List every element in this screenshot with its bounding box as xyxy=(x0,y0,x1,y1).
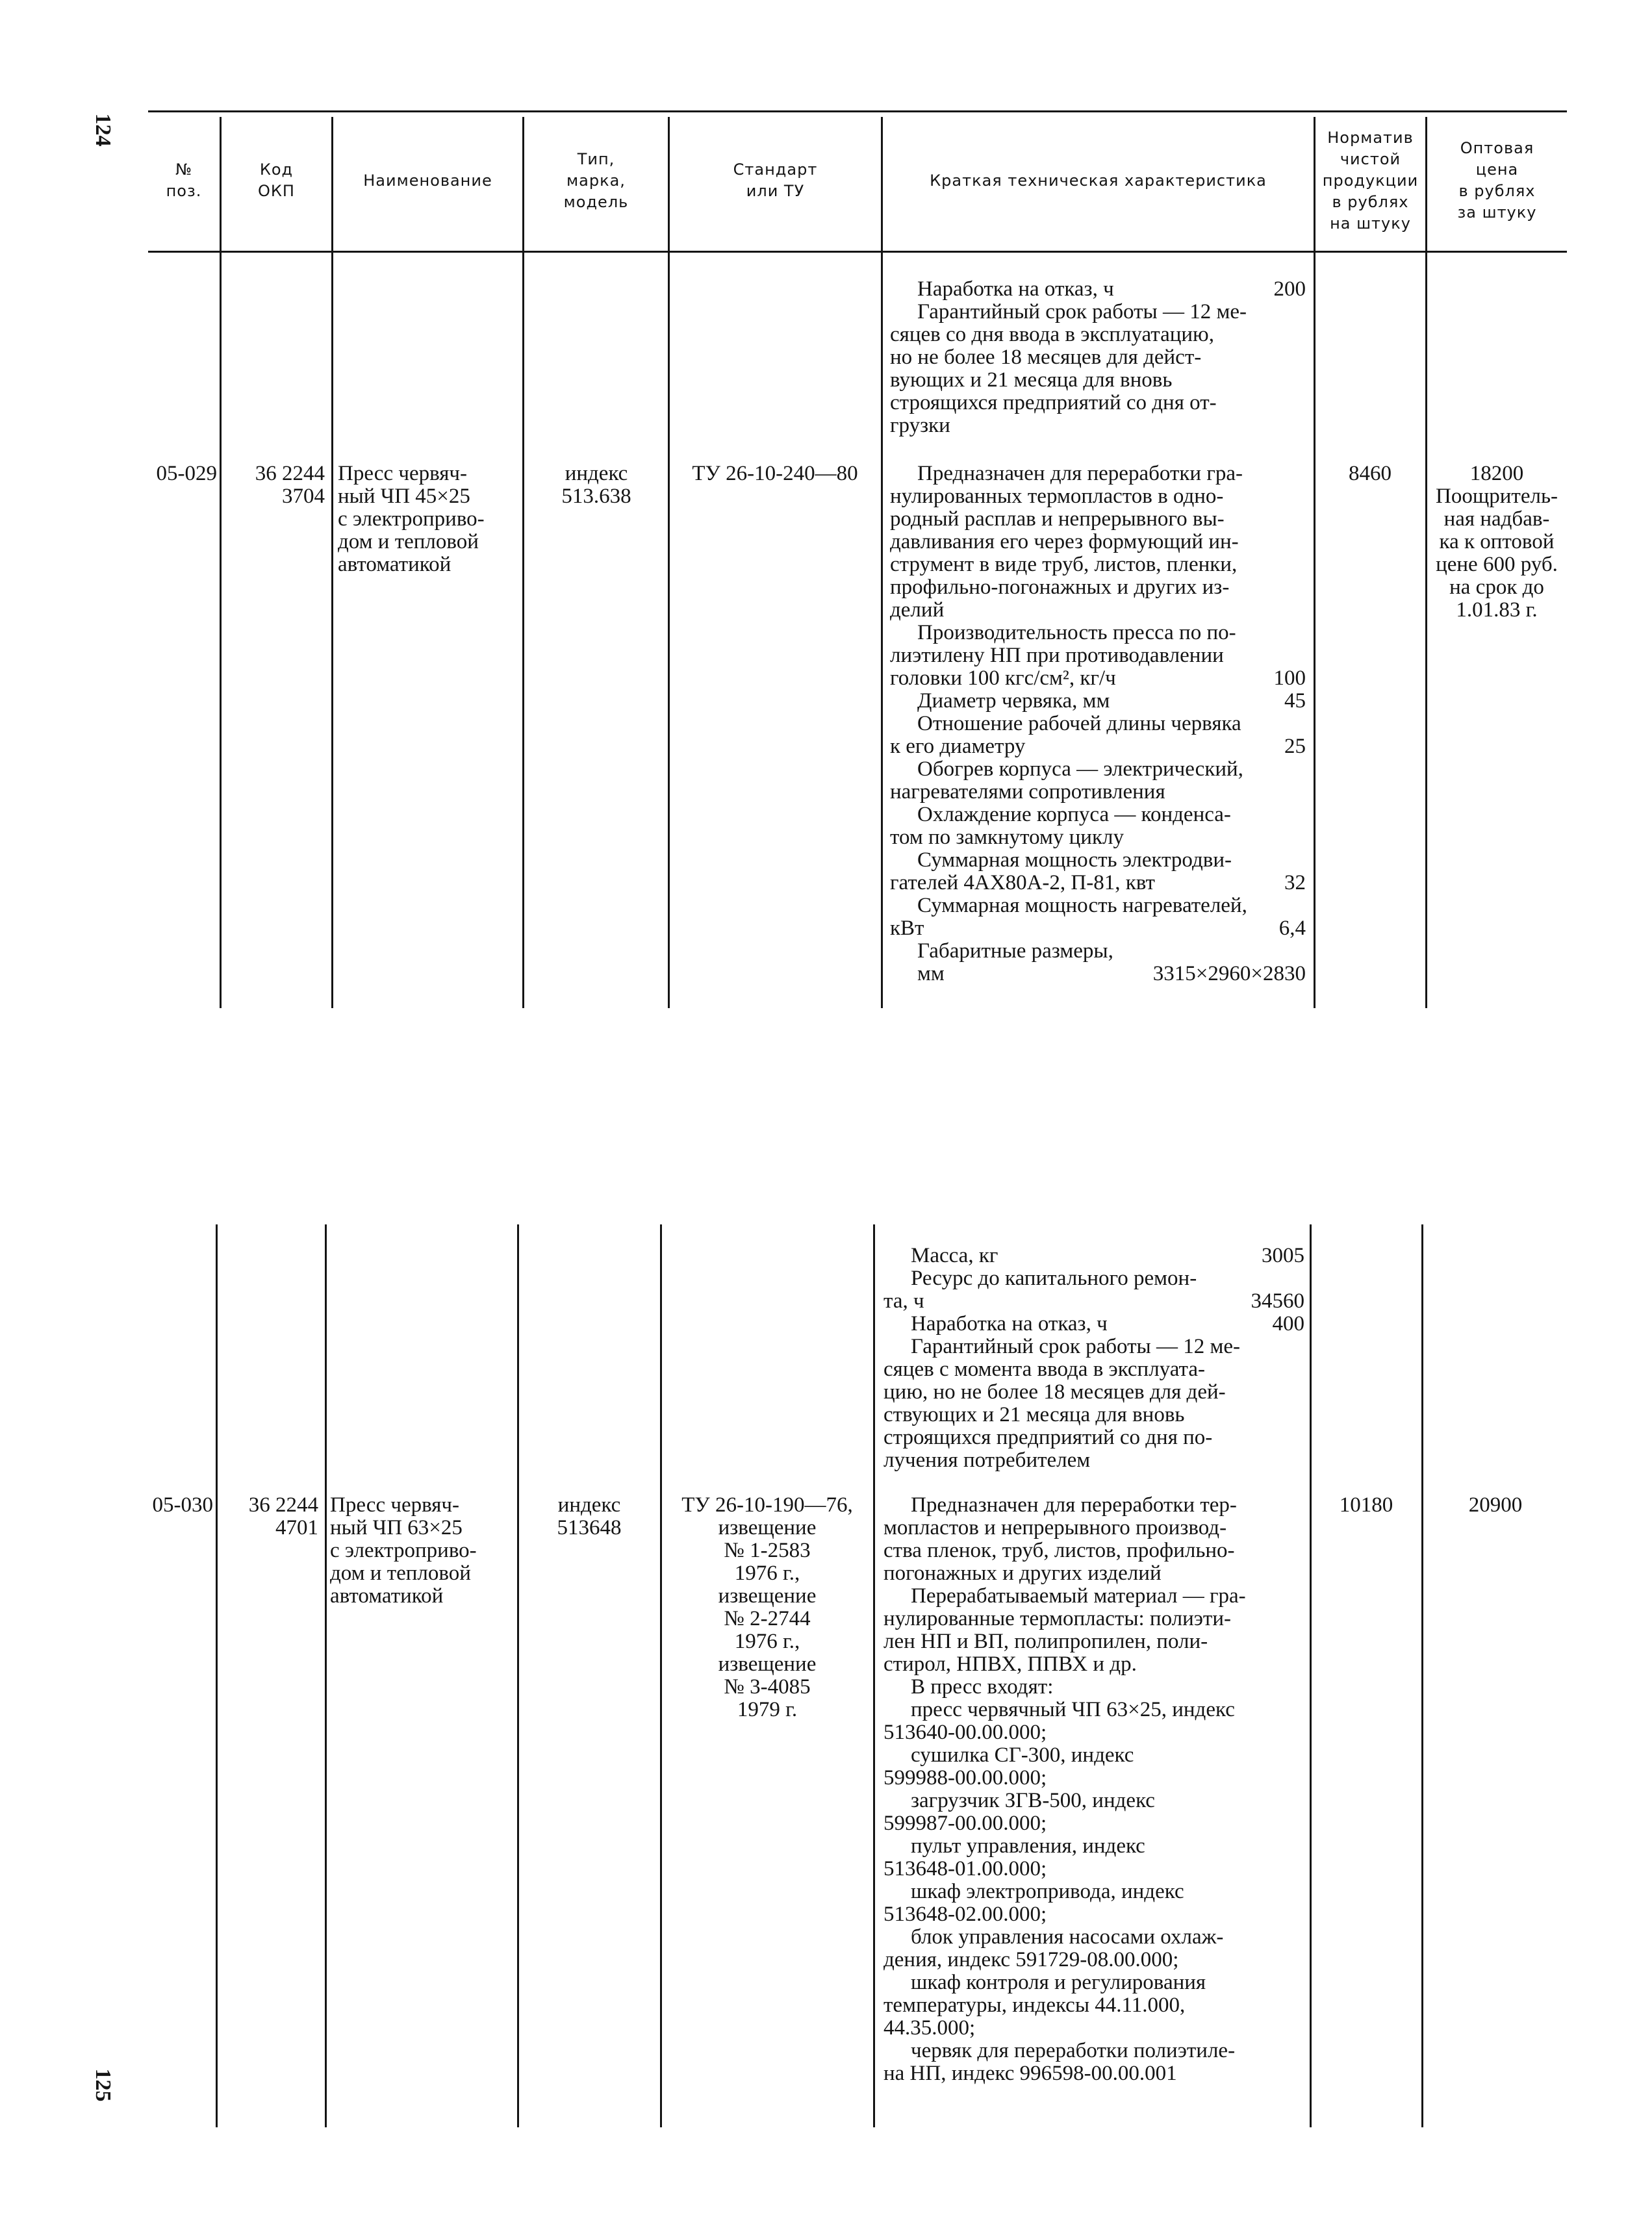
spec-value: 34560 xyxy=(1251,1289,1304,1313)
header-num xyxy=(148,112,220,249)
column-divider xyxy=(660,1224,662,2127)
okp-code-part: 3704 xyxy=(282,485,325,508)
spec-line: лен НП и ВП, полипропилен, поли- xyxy=(883,1630,1208,1653)
header-standard-label: Стандарт или ТУ xyxy=(733,160,818,200)
header-spec xyxy=(883,112,1314,249)
row-05-030-name: Пресс червяч- ный ЧП 63×25 с электроприво- дом и тепловой автоматикой xyxy=(330,1493,477,1608)
spec-line: Гарантийный срок работы — 12 ме- xyxy=(911,1335,1240,1358)
header-name xyxy=(333,112,522,249)
header-okp xyxy=(222,112,331,249)
spec-line: шкаф контроля и регулирования xyxy=(911,1971,1206,1994)
spec-value: 32 xyxy=(1284,871,1306,894)
spec-key: головки 100 кгс/см², кг/ч xyxy=(890,666,1116,690)
column-divider xyxy=(331,253,333,1008)
spec-line: давливания его через формующий ин- xyxy=(890,530,1239,553)
spec-line: загрузчик ЗГВ-500, индекс xyxy=(911,1789,1155,1812)
row-05-030-okp-code xyxy=(221,1494,318,1539)
row-05-029-okp-code xyxy=(223,462,325,508)
spec-line: червяк для переработки полиэтиле- xyxy=(911,2039,1236,2062)
spec-line: нулированные термопласты: полиэти- xyxy=(883,1607,1231,1630)
column-divider xyxy=(216,1224,218,2127)
spec-line: 513640-00.00.000; xyxy=(883,1721,1047,1744)
spec-line: мопластов и непрерывного производ- xyxy=(883,1516,1227,1539)
spec-value: 45 xyxy=(1284,689,1306,713)
row-05-029-spec-intro xyxy=(890,278,1306,437)
column-divider xyxy=(881,253,883,1008)
spec-line: Отношение рабочей длины червяка xyxy=(917,712,1241,735)
row-05-029-position: 05-029 xyxy=(156,462,217,485)
header-norm xyxy=(1315,112,1425,249)
column-divider xyxy=(1314,253,1315,1008)
spec-line: делий xyxy=(890,598,945,622)
spec-line: том по замкнутому циклу xyxy=(890,826,1124,849)
spec-line xyxy=(890,690,1306,713)
column-divider xyxy=(517,1224,519,2127)
spec-line xyxy=(890,963,1306,985)
header-price-label: Оптовая цена в рублях за штуку xyxy=(1457,139,1537,222)
header-spec-label: Краткая техническая характеристика xyxy=(930,171,1267,190)
spec-line: Предназначен для переработки тер- xyxy=(911,1493,1237,1517)
spec-line: Суммарная мощность электродви- xyxy=(917,848,1232,872)
spec-line: 44.35.000; xyxy=(883,2016,976,2040)
spec-line xyxy=(890,872,1306,894)
row-05-030-standard: ТУ 26-10-190—76, извещение № 1-2583 1976 г., извещение № 2-2744 1976 г., извещение № 3-4085 1979 г. xyxy=(681,1493,853,1721)
spec-line: ствующих и 21 месяца для вновь xyxy=(883,1403,1185,1426)
spec-line: профильно-погонажных и других из- xyxy=(890,576,1230,599)
spec-line: строящихся предприятий со дня по- xyxy=(883,1426,1213,1449)
spec-line: нулированных термопластов в одно- xyxy=(890,485,1224,508)
spec-line: грузки xyxy=(890,414,950,437)
column-divider xyxy=(1425,253,1427,1008)
row-05-029-type: индекс 513.638 xyxy=(561,462,631,508)
spec-key: Диаметр червяка, мм xyxy=(917,689,1110,713)
spec-value: 6,4 xyxy=(1278,917,1306,940)
header-price xyxy=(1427,112,1567,249)
row-05-029-spec xyxy=(890,462,1306,985)
spec-key: мм xyxy=(917,962,945,985)
header-norm-label: Норматив чистой продукции в рублях на штуку xyxy=(1322,128,1419,233)
column-divider xyxy=(1421,1224,1423,2127)
spec-line xyxy=(890,667,1306,690)
spec-key: кВт xyxy=(890,917,924,940)
spec-line xyxy=(883,1313,1304,1336)
column-divider xyxy=(668,253,670,1008)
spec-value: 25 xyxy=(1284,735,1306,758)
spec-line: Обогрев корпуса — электрический, xyxy=(917,757,1243,781)
spec-line: лучения потребителем xyxy=(883,1449,1091,1472)
column-divider xyxy=(522,253,524,1008)
spec-line: лиэтилену НП при противодавлении xyxy=(890,644,1224,667)
row-05-030-position: 05-030 xyxy=(152,1493,213,1517)
row-05-030-spec xyxy=(883,1494,1304,2085)
spec-key: гателей 4АХ80А-2, П-81, квт xyxy=(890,871,1155,894)
spec-line xyxy=(883,1245,1304,1267)
spec-line xyxy=(890,917,1306,940)
spec-line: родный расплав и непрерывного вы- xyxy=(890,507,1225,531)
spec-line: температуры, индексы 44.11.000, xyxy=(883,1994,1186,2017)
spec-line: пресс червячный ЧП 63×25, индекс xyxy=(911,1698,1235,1721)
page-number-bottom: 125 xyxy=(91,2068,115,2102)
header-standard xyxy=(670,112,881,249)
column-divider xyxy=(325,1224,327,2127)
okp-code-part: 4701 xyxy=(275,1516,318,1539)
spec-line: Ресурс до капитального ремон- xyxy=(911,1267,1197,1290)
row-05-029-name: Пресс червяч- ный ЧП 45×25 с электроприво- дом и тепловой автоматикой xyxy=(338,462,485,576)
column-divider xyxy=(1310,1224,1312,2127)
spec-line: пульт управления, индекс xyxy=(911,1834,1145,1858)
row-05-030-spec-intro xyxy=(883,1245,1304,1472)
header-num-label: № поз. xyxy=(166,160,202,200)
spec-line: строящихся предприятий со дня от- xyxy=(890,391,1217,414)
spec-line: Гарантийный срок работы — 12 ме- xyxy=(917,300,1247,323)
spec-line: нагревателями сопротивления xyxy=(890,780,1165,804)
spec-line: 599988-00.00.000; xyxy=(883,1766,1047,1790)
okp-code-part: 36 2244 xyxy=(255,462,325,485)
spec-line: Предназначен для переработки гра- xyxy=(917,462,1243,485)
header-okp-label: Код ОКП xyxy=(258,160,295,200)
spec-key: Наработка на отказ, ч xyxy=(917,277,1114,301)
spec-line: 513648-01.00.000; xyxy=(883,1857,1047,1880)
spec-line: стирол, НПВХ, ППВХ и др. xyxy=(883,1652,1137,1676)
spec-line: цию, но не более 18 месяцев для дей- xyxy=(883,1380,1226,1404)
row-05-030-type: индекс 513648 xyxy=(557,1493,622,1539)
spec-key: та, ч xyxy=(883,1289,924,1313)
header-bottom-rule xyxy=(148,251,1567,253)
spec-value: 100 xyxy=(1273,666,1306,690)
spec-line: вующих и 21 месяца для вновь xyxy=(890,368,1173,392)
header-type xyxy=(524,112,668,249)
okp-code-part: 36 2244 xyxy=(248,1493,318,1517)
spec-line xyxy=(890,278,1306,301)
row-05-030-price: 20900 xyxy=(1468,1493,1523,1517)
spec-line: сяцев с момента ввода в эксплуата- xyxy=(883,1358,1205,1381)
column-divider xyxy=(220,253,222,1008)
spec-line: дения, индекс 591729-08.00.000; xyxy=(883,1948,1179,1971)
spec-line: Суммарная мощность нагревателей, xyxy=(917,894,1247,917)
spec-line xyxy=(883,1290,1304,1313)
spec-line: Перерабатываемый материал — гра- xyxy=(911,1584,1246,1608)
spec-key: к его диаметру xyxy=(890,735,1026,758)
spec-key: Масса, кг xyxy=(911,1244,998,1267)
spec-value: 200 xyxy=(1273,277,1306,301)
spec-value: 3315×2960×2830 xyxy=(1152,962,1306,985)
spec-line: но не более 18 месяцев для дейст- xyxy=(890,346,1202,369)
spec-line: сяцев со дня ввода в эксплуатацию, xyxy=(890,323,1214,346)
row-05-029-standard: ТУ 26-10-240—80 xyxy=(692,462,858,485)
spec-line: струмент в виде труб, листов, пленки, xyxy=(890,553,1238,576)
spec-line: сушилка СГ-300, индекс xyxy=(911,1743,1134,1767)
spec-line: 599987-00.00.000; xyxy=(883,1812,1047,1835)
spec-line: В пресс входят: xyxy=(911,1675,1054,1699)
spec-line: Габаритные размеры, xyxy=(917,939,1113,963)
header-name-label: Наименование xyxy=(363,171,492,190)
spec-line xyxy=(890,735,1306,758)
spec-line: ства пленок, труб, листов, профильно- xyxy=(883,1539,1235,1562)
header-type-label: Тип, марка, модель xyxy=(563,149,629,211)
column-divider xyxy=(873,1224,875,2127)
spec-value: 400 xyxy=(1272,1312,1304,1336)
spec-line: на НП, индекс 996598-00.00.001 xyxy=(883,2062,1177,2085)
spec-line: 513648-02.00.000; xyxy=(883,1903,1047,1926)
spec-line: Производительность пресса по по- xyxy=(917,621,1236,644)
row-05-029-price: 18200 Поощритель- ная надбав- ка к оптовой цене 600 руб. на срок до 1.01.83 г. xyxy=(1436,462,1558,622)
spec-line: Охлаждение корпуса — конденса- xyxy=(917,803,1231,826)
row-05-029-norm: 8460 xyxy=(1349,462,1391,485)
page-number-top: 124 xyxy=(91,113,115,147)
row-05-030-norm: 10180 xyxy=(1339,1493,1393,1517)
spec-key: Наработка на отказ, ч xyxy=(911,1312,1108,1336)
spec-line: шкаф электропривода, индекс xyxy=(911,1880,1184,1903)
spec-line: блок управления насосами охлаж- xyxy=(911,1925,1224,1949)
spec-value: 3005 xyxy=(1262,1244,1304,1267)
spec-line: погонажных и других изделий xyxy=(883,1562,1162,1585)
